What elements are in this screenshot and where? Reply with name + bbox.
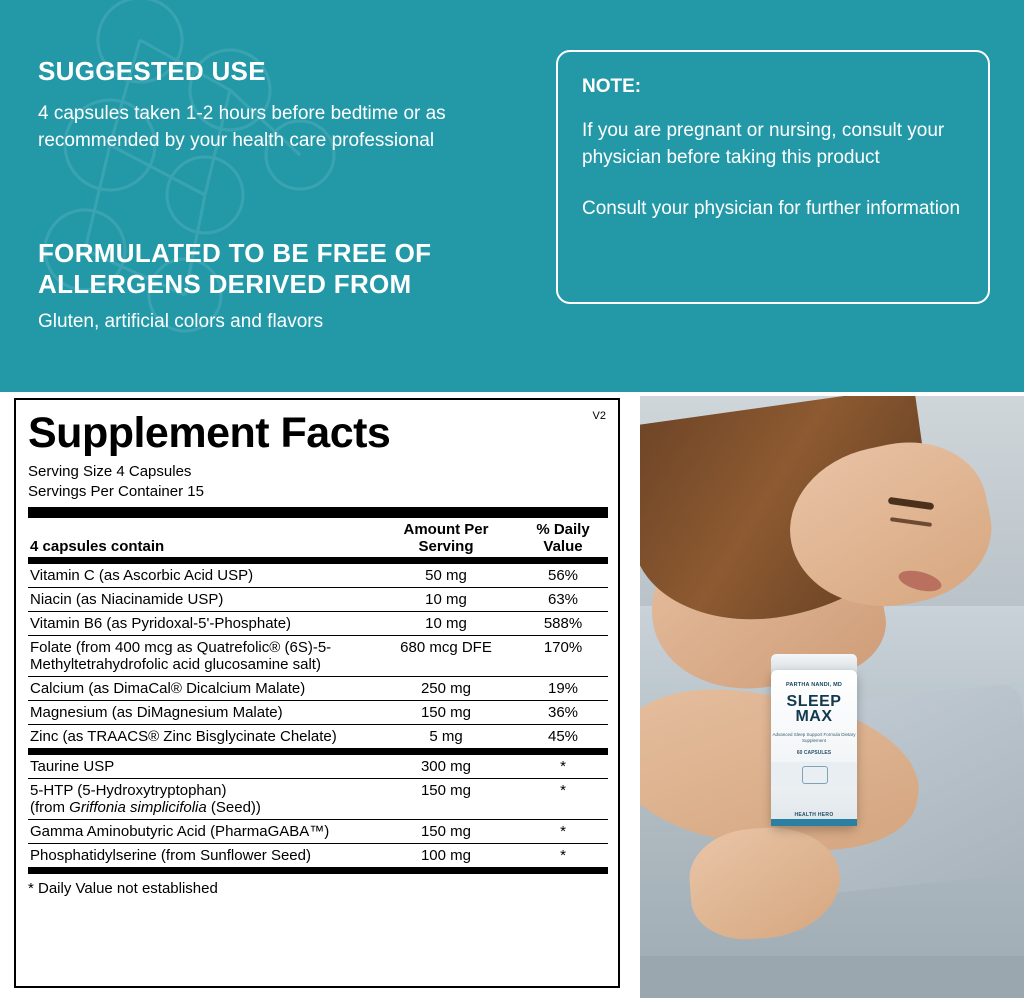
supplement-facts-panel xyxy=(14,398,620,988)
daily-value-footnote: * Daily Value not established xyxy=(28,880,218,897)
supplement-facts-group1 xyxy=(28,564,608,748)
nutrient-name: Folate (from 400 mcg as Quatrefolic® (6S)-5-Methyltetrahydrofolic acid glucosamine salt) xyxy=(28,636,374,677)
bottle-capsule-count: 60 CAPSULES xyxy=(796,750,832,756)
nutrient-source-pre: (from xyxy=(30,799,70,816)
nutrient-amount: 680 mcg DFE xyxy=(374,636,518,677)
bottle-name-line1: SLEEP xyxy=(786,693,842,710)
divider-thick-top xyxy=(28,507,608,518)
nutrient-name: Zinc (as TRAACS® Zinc Bisglycinate Chelate) xyxy=(30,728,337,745)
nutrient-dv: * xyxy=(560,847,566,864)
table-row xyxy=(28,564,608,588)
nutrient-dv: 45% xyxy=(547,728,579,745)
table-row xyxy=(28,844,608,868)
table-row xyxy=(28,755,608,779)
nutrient-amount: 10 mg xyxy=(374,588,518,612)
top-info-panel xyxy=(0,0,1024,392)
nutrient-amount: 300 mg xyxy=(374,755,518,779)
bottle-footer-brand: HEALTH HERO xyxy=(794,812,834,818)
table-row xyxy=(28,677,608,701)
servings-per-container: Servings Per Container 15 xyxy=(28,482,204,500)
header-amount-line1: Amount Per xyxy=(403,521,489,538)
note-paragraph-1: If you are pregnant or nursing, consult your physician before taking this product xyxy=(582,120,945,168)
bottle-seal-icon xyxy=(802,766,828,784)
nutrient-dv: 63% xyxy=(518,588,608,612)
table-row xyxy=(28,820,608,844)
suggested-use-body: 4 capsules taken 1-2 hours before bedtime or as recommended by your health care professional xyxy=(38,102,446,151)
note-box xyxy=(556,50,990,304)
version-label: V2 xyxy=(592,410,606,422)
bottle-brand: PARTHA NANDI, MD xyxy=(785,682,843,688)
supplement-facts-title: Supplement Facts xyxy=(28,409,391,457)
header-dv-line1: % Daily xyxy=(536,521,590,538)
nutrient-dv: 36% xyxy=(518,701,608,725)
nutrient-name: Niacin (as Niacinamide USP) xyxy=(28,588,374,612)
suggested-use-heading: SUGGESTED USE xyxy=(38,56,266,86)
nutrient-source-post: (Seed)) xyxy=(206,799,261,816)
nutrient-amount: 5 mg xyxy=(429,728,463,745)
bottle-subtitle: Advanced Sleep Support Formula Dietary Supplement xyxy=(772,732,856,743)
nutrient-amount: 150 mg xyxy=(374,820,518,844)
nutrient-name-line1: 5-HTP (5-Hydroxytryptophan) xyxy=(30,782,227,799)
nutrient-dv: 56% xyxy=(518,564,608,588)
nutrient-name: Calcium (as DimaCal® Dicalcium Malate) xyxy=(28,677,374,701)
nutrient-name: Phosphatidylserine (from Sunflower Seed) xyxy=(30,847,311,864)
supplement-facts-group2 xyxy=(28,755,608,867)
divider-bottom xyxy=(28,867,608,874)
nutrient-name: Vitamin C (as Ascorbic Acid USP) xyxy=(28,564,374,588)
nutrient-name xyxy=(28,779,374,820)
supplement-facts-title-row xyxy=(28,408,608,462)
note-paragraph-2: Consult your physician for further information xyxy=(582,197,961,219)
nutrient-name: Gamma Aminobutyric Acid (PharmaGABA™) xyxy=(28,820,374,844)
table-row xyxy=(28,701,608,725)
nutrient-dv: 170% xyxy=(518,636,608,677)
bottle-product-name xyxy=(771,694,857,724)
divider-under-header xyxy=(28,557,608,564)
nutrient-dv: * xyxy=(518,820,608,844)
suggested-use-block xyxy=(38,56,528,155)
nutrient-amount: 150 mg xyxy=(374,779,518,820)
formulated-body: Gluten, artificial colors and flavors xyxy=(38,311,324,333)
nutrient-dv: 588% xyxy=(518,612,608,636)
nutrient-dv: * xyxy=(518,755,608,779)
nutrient-amount: 100 mg xyxy=(420,847,472,864)
product-lifestyle-photo xyxy=(640,396,1024,998)
nutrient-name: Taurine USP xyxy=(28,755,374,779)
header-contains: 4 capsules contain xyxy=(30,538,165,555)
nutrient-source-italic: Griffonia simplicifolia xyxy=(69,799,207,816)
header-daily-value xyxy=(518,518,608,557)
header-amount-line2: Serving xyxy=(418,538,474,555)
nutrient-dv: * xyxy=(518,779,608,820)
product-bottle xyxy=(771,670,857,826)
table-row xyxy=(28,779,608,820)
serving-size: Serving Size 4 Capsules xyxy=(28,463,192,480)
supplement-facts-table xyxy=(28,518,608,557)
nutrient-amount: 10 mg xyxy=(374,612,518,636)
table-header-row xyxy=(28,518,608,557)
nutrient-dv: 19% xyxy=(518,677,608,701)
note-title: NOTE: xyxy=(582,76,642,97)
formulated-heading: FORMULATED TO BE FREE OF ALLERGENS DERIVED FROM xyxy=(38,238,432,299)
table-row xyxy=(28,636,608,677)
nutrient-name: Vitamin B6 (as Pyridoxal-5'-Phosphate) xyxy=(28,612,374,636)
table-row xyxy=(28,725,608,749)
nutrient-name: Magnesium (as DiMagnesium Malate) xyxy=(28,701,374,725)
header-dv-line2: Value xyxy=(543,538,583,555)
bottle-footer-bar xyxy=(771,819,857,826)
nutrient-amount: 150 mg xyxy=(374,701,518,725)
bottle-name-line2: MAX xyxy=(795,708,833,725)
photo-sheet xyxy=(640,956,1024,998)
table-row xyxy=(28,588,608,612)
nutrient-amount: 250 mg xyxy=(374,677,518,701)
formulated-free-block xyxy=(38,238,508,336)
nutrient-amount: 50 mg xyxy=(374,564,518,588)
header-amount-per-serving xyxy=(374,518,518,557)
divider-between-groups xyxy=(28,748,608,755)
table-row xyxy=(28,612,608,636)
